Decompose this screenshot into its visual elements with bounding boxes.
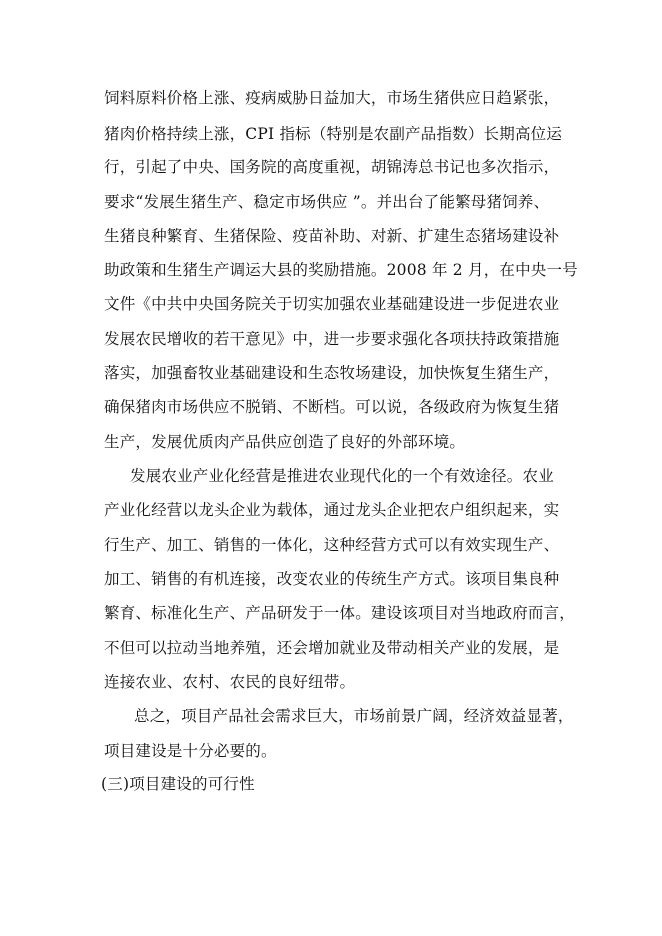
paragraph-1-line-4: 要求“发展生猪生产、稳定市场供应 ”。并出台了能繁母猪饲养、 xyxy=(104,193,550,211)
paragraph-2-line-1: 发展农业产业化经营是推进农业现代化的一个有效途径。农业 xyxy=(130,467,554,485)
paragraph-1-line-3: 行，引起了中央、国务院的高度重视，胡锦涛总书记也多次指示， xyxy=(104,158,560,176)
paragraph-2-line-7: 连接农业、农村、农民的良好纽带。 xyxy=(104,673,356,691)
paragraph-2-line-2: 产业化经营以龙头企业为载体，通过龙头企业把农户组织起来，实 xyxy=(104,501,560,519)
paragraph-2-line-6: 不但可以拉动当地养殖，还会增加就业及带动相关产业的发展，是 xyxy=(104,639,560,657)
paragraph-1-line-10: 确保猪肉市场供应不脱销、不断档。可以说，各级政府为恢复生猪 xyxy=(104,398,560,416)
paragraph-1-line-5: 生猪良种繁育、生猪保险、疫苗补助、对新、扩建生态猪场建设补 xyxy=(104,227,560,245)
paragraph-1-line-11: 生产，发展优质肉产品供应创造了良好的外部环境。 xyxy=(104,433,466,451)
paragraph-2-line-3: 行生产、加工、销售的一体化，这种经营方式可以有效实现生产、 xyxy=(104,536,560,554)
paragraph-1-line-9: 落实，加强畜牧业基础建设和生态牧场建设，加快恢复生猪生产， xyxy=(104,364,560,382)
paragraph-2-line-4: 加工、销售的有机连接，改变农业的传统生产方式。该项目集良种 xyxy=(104,570,560,588)
section-heading: (三)项目建设的可行性 xyxy=(101,775,255,793)
paragraph-1-line-2: 猪肉价格持续上涨，CPI 指标（特别是农副产品指数）长期高位运 xyxy=(104,125,563,143)
paragraph-1-line-7: 文件《中共中央国务院关于切实加强农业基础建设进一步促进农业 xyxy=(104,295,560,313)
paragraph-3-line-1: 总之，项目产品社会需求巨大，市场前景广阔，经济效益显著， xyxy=(134,707,574,725)
paragraph-2-line-5: 繁育、标准化生产、产品研发于一体。建设该项目对当地政府而言， xyxy=(104,604,576,622)
paragraph-1-line-6: 助政策和生猪生产调运大县的奖励措施。2008 年 2 月，在中央一号 xyxy=(104,261,578,279)
paragraph-1-line-8: 发展农民增收的若干意见》中，进一步要求强化各项扶持政策措施 xyxy=(104,330,560,348)
paragraph-1-line-1: 饲料原料价格上涨、疫病威胁日益加大，市场生猪供应日趋紧张， xyxy=(104,89,560,107)
paragraph-3-line-2: 项目建设是十分必要的。 xyxy=(104,742,277,760)
